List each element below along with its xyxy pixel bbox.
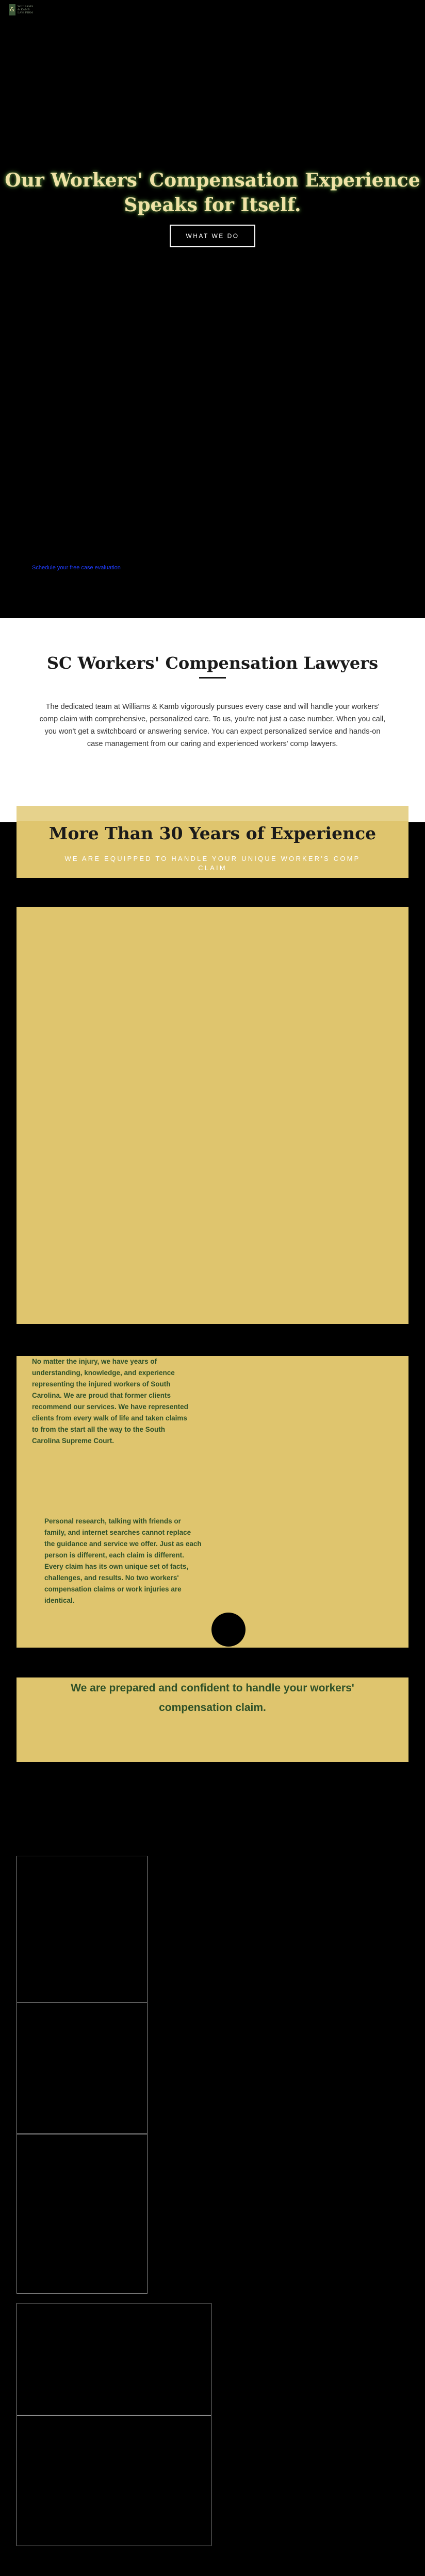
scroll-circle[interactable] — [211, 1613, 246, 1647]
hero-title-line-1: Our Workers' Compensation Experience — [5, 170, 420, 191]
details-paragraph-1: No matter the injury, we have years of understanding, knowledge, and experience representing the injured workers of South Carolina. We are proud that former clients recommend our services. We have represented clients from every walk of life and taken claims to from the start all the way to the South Carolina Supreme Court. — [32, 1358, 188, 1445]
details-paragraph-2: Personal research, talking with friends or family, and internet searches cannot replace the guidance and service we offer. Just as each person is different, each claim is different. Every claim has its own unique set of facts, challenges, and results. No two workers' compensation claims or work injuries are identical. — [44, 1517, 202, 1604]
hero-title-line-2: Speaks for Itself. — [124, 194, 301, 216]
hero-section — [0, 0, 425, 618]
title-divider — [199, 677, 226, 679]
experience-band-top — [17, 806, 408, 821]
gold-image-panel — [17, 907, 408, 1324]
practice-card-2[interactable] — [17, 2002, 148, 2134]
site-header — [0, 0, 425, 31]
free-evaluation-link[interactable]: Schedule your free case evaluation — [32, 565, 121, 571]
intro-title: SC Workers' Compensation Lawyers — [46, 653, 379, 673]
experience-subtitle: WE ARE EQUIPPED TO HANDLE YOUR UNIQUE WORKER'S COMP CLAIM — [64, 855, 361, 872]
practice-card-3[interactable] — [17, 2134, 148, 2294]
confidence-text: We are prepared and confident to handle your workers' compensation claim. — [71, 1682, 354, 1714]
experience-title: More Than 30 Years of Experience — [48, 823, 377, 843]
intro-section — [0, 618, 425, 822]
logo-text: WILLIAMS & KAMB LAW FIRM — [18, 5, 34, 14]
logo-mark: & — [9, 4, 15, 15]
intro-body: The dedicated team at Williams & Kamb vigorously pursues every case and will handle your workers' comp claim with comprehensive, personalized care. To us, you're not just a case number. When you call, you won't get a switchboard or answering service. You can expect personalized service and hands-on case management from our caring and experienced workers' comp lawyers. — [39, 703, 386, 748]
practice-card-1[interactable] — [17, 1856, 148, 2003]
practice-card-4[interactable] — [17, 2303, 211, 2415]
what-we-do-button[interactable]: WHAT WE DO — [170, 225, 255, 247]
practice-card-5[interactable] — [17, 2415, 211, 2546]
site-logo[interactable] — [9, 4, 33, 15]
hero-title — [0, 168, 425, 217]
